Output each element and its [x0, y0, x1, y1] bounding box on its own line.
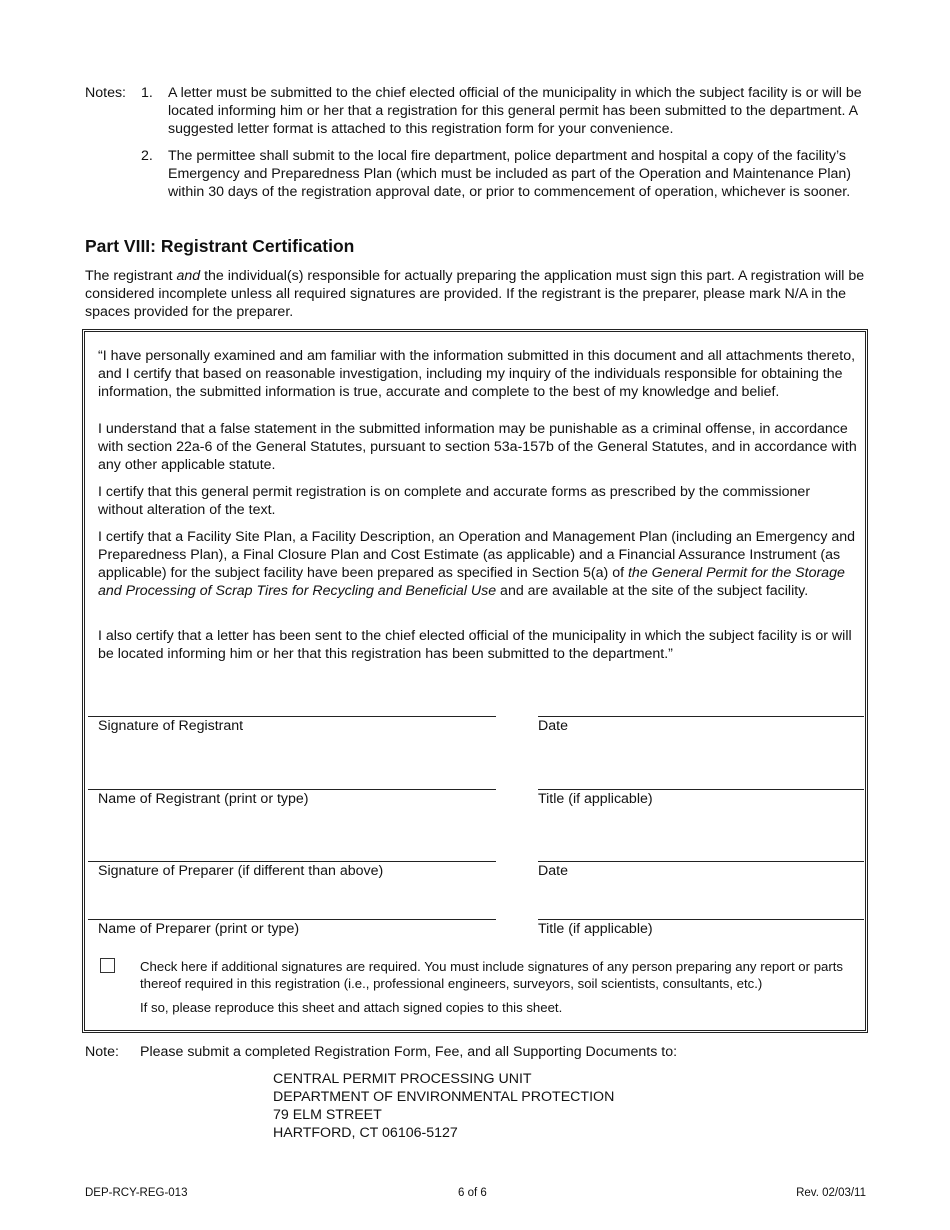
date-2-label: Date	[538, 863, 568, 879]
address-line-3: 79 ELM STREET	[273, 1107, 382, 1123]
additional-signatures-text: Check here if additional signatures are required. You must include signatures of any person preparing any report or parts thereof required in this registration (i.e., professional engineers, surveyors, soil scientists, consultants, etc.)	[140, 959, 844, 991]
notes-label: Notes:	[85, 85, 127, 101]
title-2-label: Title (if applicable)	[538, 921, 653, 937]
name-preparer-line[interactable]	[88, 919, 496, 920]
note-number-1: 1.	[141, 85, 153, 101]
signature-registrant-label: Signature of Registrant	[98, 718, 244, 734]
date-2-line[interactable]	[538, 861, 864, 862]
intro-part-a: The registrant	[85, 268, 177, 284]
note-text-2: The permittee shall submit to the local fire department, police department and hospital a copy of the facility’s Emergency and Preparedness Plan (which must be included as part of the Operation and Maintenance Plan) within 30 days of the registration approval date, or prior to commencement of operation, whichever is sooner.	[168, 148, 851, 200]
address-line-2: DEPARTMENT OF ENVIRONMENTAL PROTECTION	[273, 1089, 615, 1105]
cert-paragraph-5: I also certify that a letter has been sent to the chief elected official of the municipality in which the subject facility is or will be located informing him or her that this registration has been submitted to the department.”	[98, 628, 852, 662]
section-title: Part VIII: Registrant Certification	[85, 236, 355, 256]
date-1-label: Date	[538, 718, 568, 734]
cert-paragraph-2: I understand that a false statement in the submitted information may be punishable as a criminal offense, in accordance with section 22a-6 of the General Statutes, pursuant to section 53a-157b of the General Statutes, and in accordance with any other applicable statute.	[98, 421, 857, 473]
cert-p4-part-b: and are available at the site of the subject facility.	[496, 583, 809, 599]
title-1-line[interactable]	[538, 789, 864, 790]
signature-preparer-label: Signature of Preparer (if different than above)	[98, 863, 384, 879]
note-text-1: A letter must be submitted to the chief elected official of the municipality in which the subject facility is or will be located informing him or her that a registration for this general permit has been submitted to the department. A suggested letter format is attached to this registration form for your convenience.	[168, 85, 862, 137]
submit-note-label: Note:	[85, 1044, 119, 1060]
footer-page-number: 6 of 6	[458, 1187, 487, 1199]
additional-signatures-checkbox[interactable]	[100, 958, 115, 973]
title-2-line[interactable]	[538, 919, 864, 920]
address-line-1: CENTRAL PERMIT PROCESSING UNIT	[273, 1071, 532, 1087]
cert-paragraph-1: “I have personally examined and am familiar with the information submitted in this document and all attachments thereto, and I certify that based on reasonable investigation, including my inquiry of the individuals responsible for obtaining the information, the submitted information is true, accurate and complete to the best of my knowledge and belief.	[98, 348, 856, 400]
submit-note-text: Please submit a completed Registration Form, Fee, and all Supporting Documents to:	[140, 1044, 678, 1060]
cert-paragraph-3: I certify that this general permit registration is on complete and accurate forms as prescribed by the commissioner without alteration of the text.	[98, 484, 811, 518]
intro-emphasis: and	[176, 268, 201, 284]
intro-part-b: the individual(s) responsible for actually preparing the application must sign this part. A registration will be considered incomplete unless all required signatures are provided. If the registrant is the preparer, please mark N/A in the spaces provided for the preparer.	[85, 268, 865, 320]
name-preparer-label: Name of Preparer (print or type)	[98, 921, 300, 937]
signature-preparer-line[interactable]	[88, 861, 496, 862]
footer-form-id: DEP-RCY-REG-013	[85, 1187, 188, 1199]
date-1-line[interactable]	[538, 716, 864, 717]
note-number-2: 2.	[141, 148, 153, 164]
cert-p4-part-a: I certify that a Facility Site Plan, a Facility Description, an Operation and Management Plan (including an Emergency and Preparedness Plan), a Final Closure Plan and Cost Estimate (as applicable) and a Financial Assurance Instrument (as applicable) for the subject facility have been prepared as specified in Section 5(a) of	[98, 529, 856, 581]
name-registrant-label: Name of Registrant (print or type)	[98, 791, 309, 807]
title-1-label: Title (if applicable)	[538, 791, 653, 807]
signature-registrant-line[interactable]	[88, 716, 496, 717]
cert-p4-emphasis: the General Permit for the Storage and Processing of Scrap Tires for Recycling and Beneficial Use	[98, 565, 845, 599]
footer-revision: Rev. 02/03/11	[796, 1187, 866, 1199]
cert-paragraph-4	[98, 528, 858, 600]
reproduce-sheet-text: If so, please reproduce this sheet and attach signed copies to this sheet.	[140, 1000, 563, 1015]
address-block	[273, 1070, 614, 1142]
address-line-4: HARTFORD, CT 06106-5127	[273, 1125, 458, 1141]
name-registrant-line[interactable]	[88, 789, 496, 790]
section-intro	[85, 267, 865, 321]
